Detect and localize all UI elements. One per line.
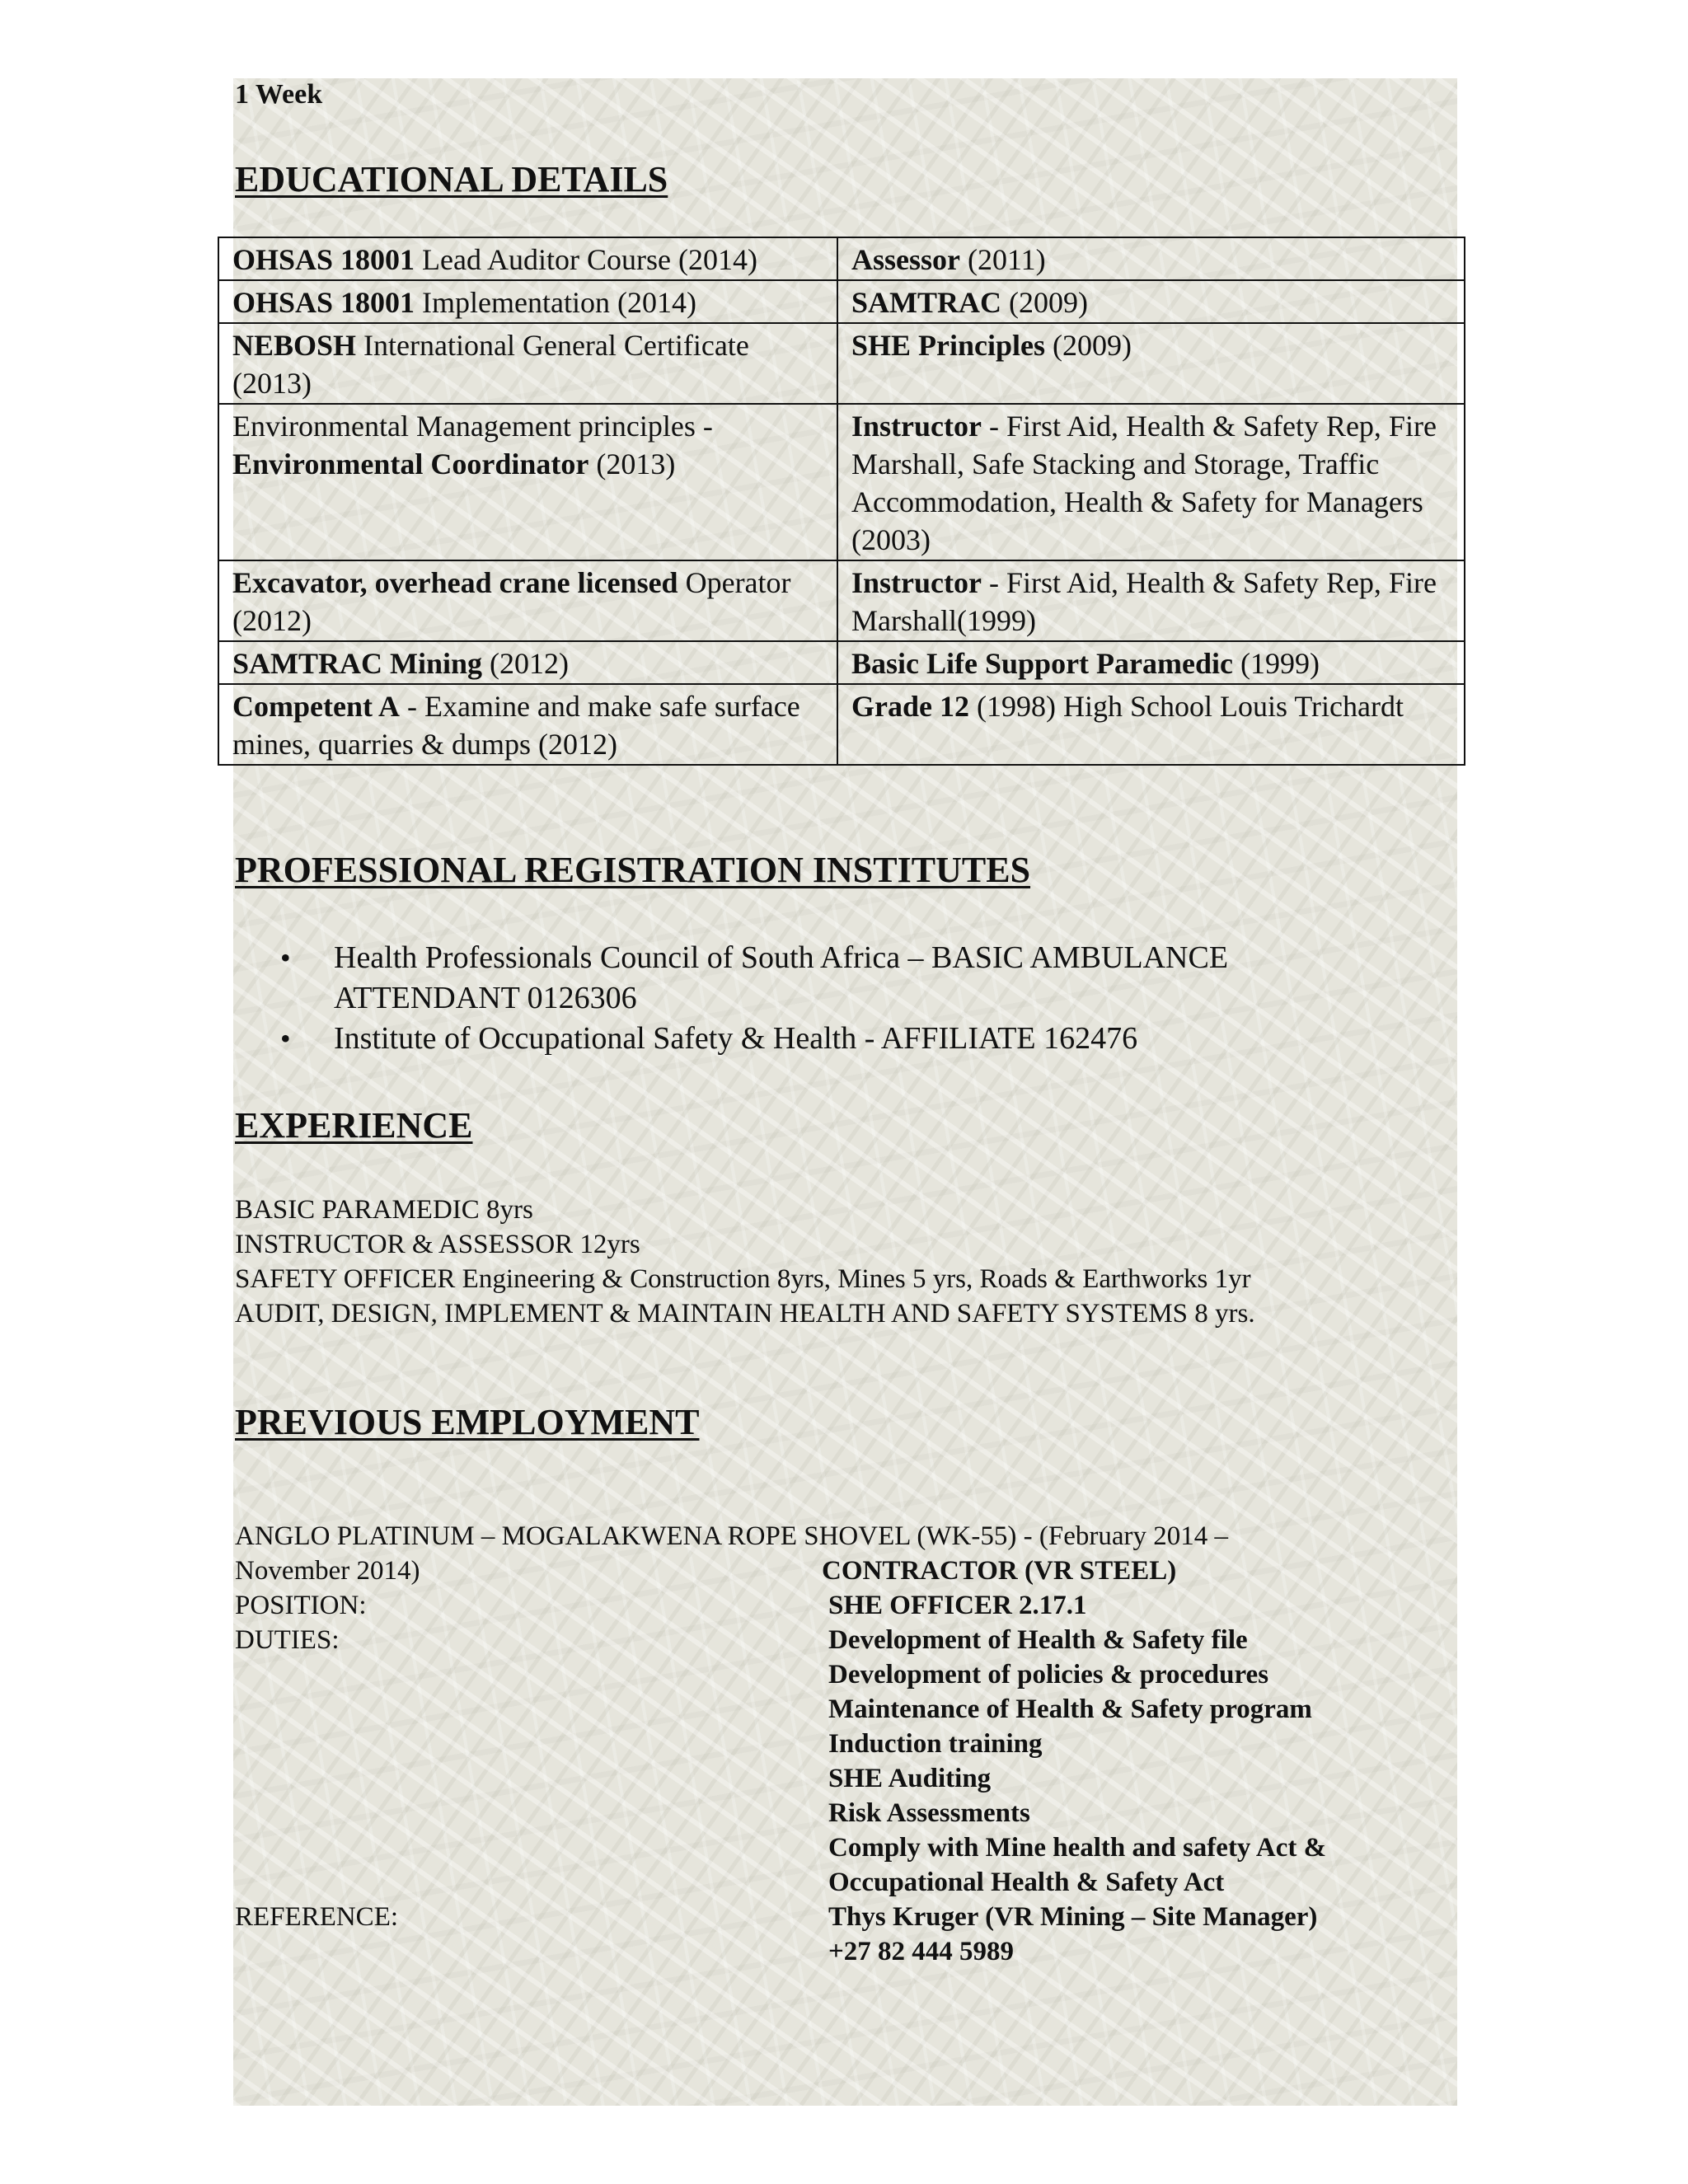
experience-lines [235, 1193, 1255, 1331]
experience-heading: EXPERIENCE [235, 1105, 473, 1146]
table-row [218, 323, 1465, 404]
experience-line: INSTRUCTOR & ASSESSOR 12yrs [235, 1230, 640, 1259]
table-cell [218, 280, 837, 323]
reference-phone-row [235, 1934, 1405, 1969]
educational-heading: EDUCATIONAL DETAILS [235, 159, 668, 199]
cell-text: Operator (2012) [232, 566, 791, 637]
company-dates-row [235, 1554, 1405, 1588]
cell-bold-text: SHE Principles [851, 329, 1046, 362]
reference-name: Thys Kruger (VR Mining – Site Manager) [828, 1902, 1318, 1932]
cell-bold-text: Basic Life Support Paramedic [851, 647, 1233, 680]
table-cell [837, 560, 1465, 641]
registration-heading: PROFESSIONAL REGISTRATION INSTITUTES [235, 850, 1031, 890]
position-value: SHE OFFICER 2.17.1 [828, 1591, 1087, 1620]
cell-text: (2011) [960, 243, 1046, 276]
table-cell [837, 641, 1465, 684]
cell-bold-text: Grade 12 [851, 690, 969, 723]
cell-bold-text: Competent A [232, 690, 400, 723]
cell-bold-text: Environmental Coordinator [232, 448, 589, 480]
reference-label: REFERENCE: [235, 1902, 399, 1932]
cell-text: (2012) [482, 647, 570, 680]
cell-bold-text: NEBOSH [232, 329, 357, 362]
table-cell [837, 237, 1465, 280]
duty-item: Occupational Health & Safety Act [828, 1868, 1225, 1897]
table-row [218, 237, 1465, 280]
registration-list [280, 938, 1352, 1059]
cell-text: Implementation (2014) [415, 286, 696, 319]
list-item: • Health Professionals Council of South Africa – BASIC AMBULANCE ATTENDANT 0126306 [280, 938, 1352, 1019]
cell-text: (1998) High School Louis Trichardt [968, 690, 1404, 723]
duties-list [828, 1623, 1326, 1900]
experience-line: AUDIT, DESIGN, IMPLEMENT & MAINTAIN HEALTH AND SAFETY SYSTEMS 8 yrs. [235, 1299, 1255, 1329]
duty-item: Maintenance of Health & Safety program [828, 1694, 1312, 1724]
cell-bold-text: OHSAS 18001 [232, 243, 415, 276]
cell-text: (2013) [588, 448, 676, 480]
company-line [235, 1519, 1405, 1554]
duty-item: Comply with Mine health and safety Act & [828, 1833, 1327, 1863]
table-row [218, 641, 1465, 684]
table-cell [218, 560, 837, 641]
employment-dates: November 2014) [235, 1556, 420, 1586]
duty-item: Development of policies & procedures [828, 1660, 1269, 1690]
position-row [235, 1588, 1405, 1623]
cell-text: International General Certificate (2013) [232, 329, 749, 400]
cell-text: (1999) [1232, 647, 1320, 680]
table-cell [218, 641, 837, 684]
table-row [218, 280, 1465, 323]
cell-text: Lead Auditor Course (2014) [415, 243, 757, 276]
duties-row [235, 1623, 1405, 1900]
cell-bold-text: OHSAS 18001 [232, 286, 415, 319]
cell-text: (2009) [1001, 286, 1088, 319]
reference-phone: +27 82 444 5989 [828, 1937, 1015, 1966]
table-row [218, 560, 1465, 641]
table-row [218, 684, 1465, 765]
table-cell [837, 404, 1465, 560]
table-cell [218, 323, 837, 404]
cell-bold-text: SAMTRAC Mining [232, 647, 483, 680]
cell-bold-text: Excavator, overhead crane licensed [232, 566, 678, 599]
header-note: 1 Week [235, 79, 323, 110]
table-row [218, 404, 1465, 560]
duty-item: SHE Auditing [828, 1764, 992, 1793]
cell-text: (2009) [1045, 329, 1132, 362]
table-cell [837, 323, 1465, 404]
cell-text: Environmental Management principles - [232, 410, 713, 443]
duty-item: Induction training [828, 1729, 1043, 1759]
cell-text: - First Aid, Health & Safety Rep, Fire Marshall(1999) [851, 566, 1437, 637]
cell-text: - Examine and make safe surface mines, quarries & dumps (2012) [232, 690, 800, 761]
cell-bold-text: Instructor [851, 410, 982, 443]
cell-bold-text: SAMTRAC [851, 286, 1002, 319]
employment-heading: PREVIOUS EMPLOYMENT [235, 1402, 700, 1442]
list-item: • Institute of Occupational Safety & Health - AFFILIATE 162476 [280, 1019, 1352, 1059]
employment-block [235, 1519, 1405, 1969]
cell-bold-text: Assessor [851, 243, 960, 276]
duty-item: Risk Assessments [828, 1798, 1030, 1828]
experience-line: SAFETY OFFICER Engineering & Construction 8yrs, Mines 5 yrs, Roads & Earthworks 1yr [235, 1264, 1251, 1294]
table-cell [837, 684, 1465, 765]
contractor: CONTRACTOR (VR STEEL) [822, 1556, 1177, 1586]
experience-line: BASIC PARAMEDIC 8yrs [235, 1195, 533, 1225]
duty-item: Development of Health & Safety file [828, 1625, 1248, 1655]
table-cell [218, 684, 837, 765]
education-table [218, 237, 1465, 766]
duties-label: DUTIES: [235, 1625, 340, 1655]
table-cell [837, 280, 1465, 323]
reference-row [235, 1900, 1405, 1934]
table-cell [218, 404, 837, 560]
cell-bold-text: Instructor [851, 566, 982, 599]
company-name: ANGLO PLATINUM – MOGALAKWENA ROPE SHOVEL (WK-55) - (February 2014 – [235, 1521, 1228, 1551]
position-label: POSITION: [235, 1591, 367, 1620]
table-cell [218, 237, 837, 280]
cell-text: - First Aid, Health & Safety Rep, Fire Marshall, Safe Stacking and Storage, Traffic Accommodation, Health & Safety for Managers (2003) [851, 410, 1437, 556]
